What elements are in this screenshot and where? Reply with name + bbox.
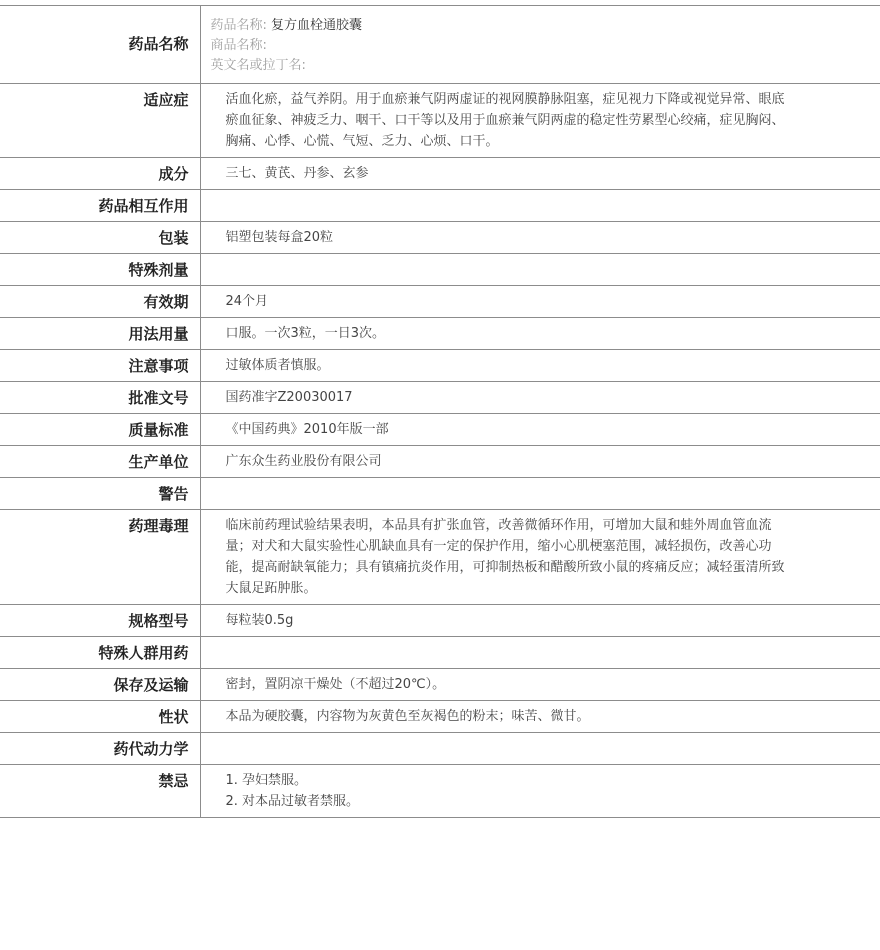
- ingredients-value: 三七、黄芪、丹参、玄参: [200, 158, 880, 190]
- approval-label: 批准文号: [0, 382, 200, 414]
- row-storage: [0, 669, 880, 701]
- row-interactions: [0, 190, 880, 222]
- row-pharmacology: [0, 510, 880, 605]
- precautions-value: 过敏体质者慎服。: [200, 350, 880, 382]
- manufacturer-label: 生产单位: [0, 446, 200, 478]
- row-properties: [0, 701, 880, 733]
- usage-value: 口服。一次3粒，一日3次。: [200, 318, 880, 350]
- package-label: 包装: [0, 222, 200, 254]
- contraindications-value: [200, 765, 880, 818]
- special-dosage-value: [200, 254, 880, 286]
- ingredients-label: 成分: [0, 158, 200, 190]
- usage-label: 用法用量: [0, 318, 200, 350]
- validity-value: 24个月: [200, 286, 880, 318]
- interactions-label: 药品相互作用: [0, 190, 200, 222]
- list-item: 2. 对本品过敏者禁服。: [225, 794, 360, 809]
- english-name-key: 英文名或拉丁名:: [210, 58, 306, 73]
- row-drug-name: [0, 6, 880, 84]
- row-package: [0, 222, 880, 254]
- standard-label: 质量标准: [0, 414, 200, 446]
- row-manufacturer: [0, 446, 880, 478]
- generic-name-key: 药品名称:: [210, 18, 267, 33]
- row-usage: [0, 318, 880, 350]
- warning-label: 警告: [0, 478, 200, 510]
- special-population-value: [200, 637, 880, 669]
- precautions-label: 注意事项: [0, 350, 200, 382]
- row-approval: [0, 382, 880, 414]
- package-value: 铝塑包装每盒20粒: [200, 222, 880, 254]
- trade-name-key: 商品名称:: [210, 38, 267, 53]
- approval-value: 国药准字Z20030017: [200, 382, 880, 414]
- pharmacology-value: 临床前药理试验结果表明，本品具有扩张血管，改善微循环作用，可增加大鼠和蛙外周血管血流量；对犬和大鼠实验性心肌缺血具有一定的保护作用，缩小心肌梗塞范围，减轻损伤，改善心功能，提高耐缺氧能力；具有镇痛抗炎作用，可抑制热板和醋酸所致小鼠的疼痛反应；减轻蛋清所致大鼠足跖肿胀。: [200, 510, 880, 605]
- list-item: 1. 孕妇禁服。: [225, 773, 308, 788]
- pharmacokinetics-label: 药代动力学: [0, 733, 200, 765]
- interactions-value: [200, 190, 880, 222]
- row-precautions: [0, 350, 880, 382]
- pharmacology-label: 药理毒理: [0, 510, 200, 605]
- validity-label: 有效期: [0, 286, 200, 318]
- specification-value: 每粒装0.5g: [200, 605, 880, 637]
- row-standard: [0, 414, 880, 446]
- drug-spec-table: [0, 5, 880, 818]
- special-dosage-label: 特殊剂量: [0, 254, 200, 286]
- trade-name-line: [211, 36, 791, 56]
- generic-name-value: 复方血栓通胶囊: [271, 18, 363, 33]
- indication-label: 适应症: [0, 84, 200, 158]
- storage-label: 保存及运输: [0, 669, 200, 701]
- properties-value: 本品为硬胶囊，内容物为灰黄色至灰褐色的粉末；味苦、微甘。: [200, 701, 880, 733]
- drug-name-block: [200, 6, 880, 84]
- standard-value: 《中国药典》2010年版一部: [200, 414, 880, 446]
- properties-label: 性状: [0, 701, 200, 733]
- storage-value: 密封，置阴凉干燥处（不超过20℃）。: [200, 669, 880, 701]
- row-contraindications: [0, 765, 880, 818]
- special-population-label: 特殊人群用药: [0, 637, 200, 669]
- row-special-population: [0, 637, 880, 669]
- row-specification: [0, 605, 880, 637]
- manufacturer-value: 广东众生药业股份有限公司: [200, 446, 880, 478]
- warning-value: [200, 478, 880, 510]
- row-ingredients: [0, 158, 880, 190]
- generic-name-line: [211, 16, 791, 36]
- row-warning: [0, 478, 880, 510]
- row-pharmacokinetics: [0, 733, 880, 765]
- indication-value: 活血化瘀，益气养阴。用于血瘀兼气阴两虚证的视网膜静脉阻塞，症见视力下降或视觉异常、眼底瘀血征象、神疲乏力、咽干、口干等以及用于血瘀兼气阴两虚的稳定性劳累型心绞痛，症见胸闷、胸痛、心悸、心慌、气短、乏力、心烦、口干。: [200, 84, 880, 158]
- specification-label: 规格型号: [0, 605, 200, 637]
- english-name-line: [211, 56, 791, 76]
- row-special-dosage: [0, 254, 880, 286]
- row-validity: [0, 286, 880, 318]
- contraindications-label: 禁忌: [0, 765, 200, 818]
- row-indication: [0, 84, 880, 158]
- pharmacokinetics-value: [200, 733, 880, 765]
- drug-name-label: 药品名称: [0, 6, 200, 84]
